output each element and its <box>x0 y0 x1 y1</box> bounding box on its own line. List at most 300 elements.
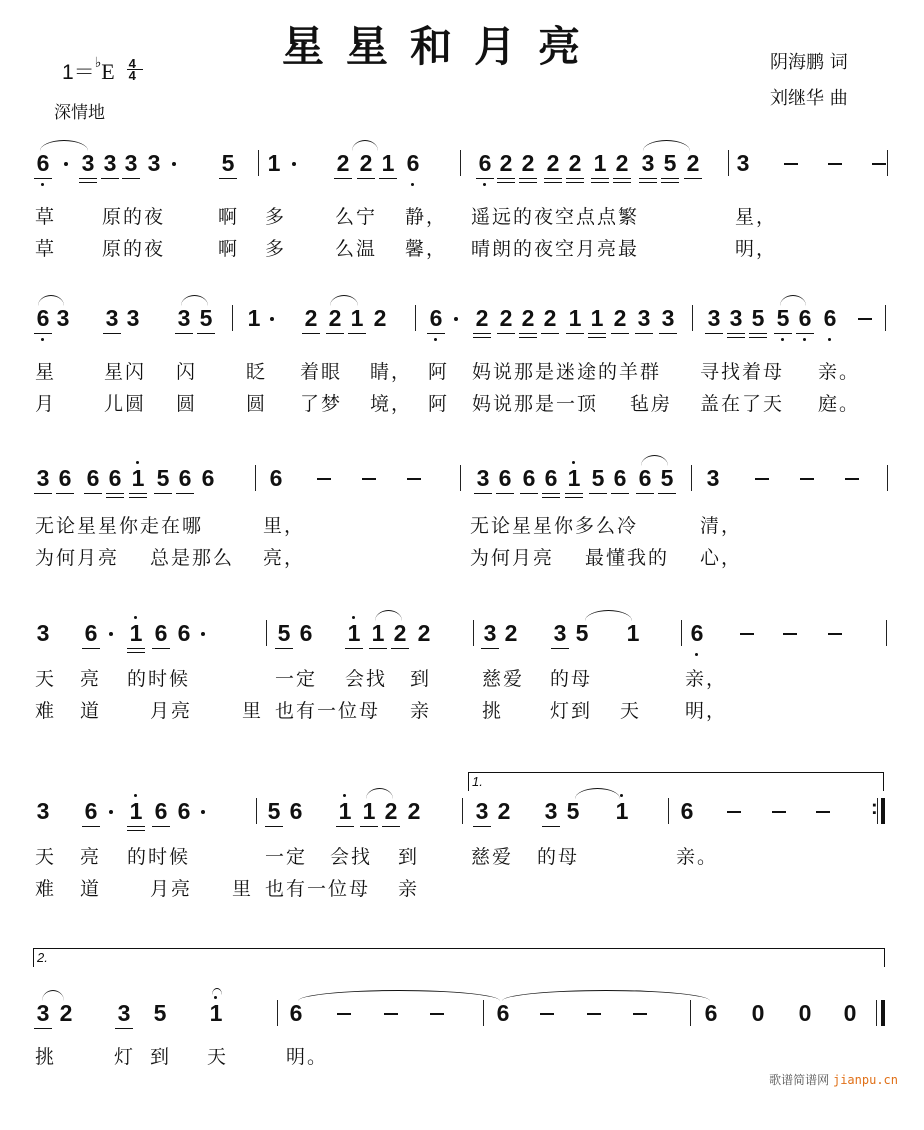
sustain-dash <box>727 811 741 813</box>
end-repeat-thick-bar <box>881 798 885 824</box>
eighth-underline <box>591 178 609 179</box>
augmentation-dot <box>454 317 458 321</box>
bar-line <box>690 1000 691 1026</box>
eighth-underline <box>79 178 97 179</box>
eighth-underline <box>519 178 537 179</box>
eighth-underline <box>101 178 119 179</box>
bar-line <box>887 150 888 176</box>
note: 3 <box>736 150 750 176</box>
lyric-verse-1: 会找 <box>345 668 388 690</box>
note: 5 <box>575 620 589 646</box>
note: 6 <box>86 465 100 491</box>
note: 3 <box>475 798 489 824</box>
note: 6 <box>823 305 837 331</box>
note: 3 <box>177 305 191 331</box>
eighth-underline <box>265 826 283 827</box>
lyric-verse-1: 天 <box>35 846 57 868</box>
watermark <box>769 1071 898 1088</box>
end-repeat-dots: : <box>871 797 878 819</box>
tempo-marking: 深情地 <box>54 103 105 123</box>
bar-line <box>691 465 692 491</box>
eighth-underline <box>774 333 792 334</box>
lyric-verse-1: 遥远的夜空点点繁 <box>471 206 640 228</box>
eighth-underline <box>727 333 745 334</box>
lyric-verse-1: 灯 <box>114 1046 136 1068</box>
eighth-underline <box>796 333 814 334</box>
note: 3 <box>641 150 655 176</box>
low-octave-dot <box>803 338 806 341</box>
lyric-verse-1: 亲。 <box>676 846 719 868</box>
note: 1 <box>590 305 604 331</box>
lyric-verse-1: 亮 <box>80 668 102 690</box>
lyric-verse-2: 难 <box>35 878 57 900</box>
note: 5 <box>267 798 281 824</box>
note: 3 <box>36 465 50 491</box>
bar-line <box>415 305 416 331</box>
low-octave-dot <box>781 338 784 341</box>
sustain-dash <box>740 633 754 635</box>
eighth-underline <box>219 178 237 179</box>
eighth-underline <box>84 493 102 494</box>
final-thin-bar <box>876 1000 877 1026</box>
note: 1 <box>347 620 361 646</box>
note: 2 <box>499 150 513 176</box>
lyric-verse-1: 慈爱 <box>482 668 525 690</box>
note: 3 <box>117 1000 131 1026</box>
note: 6 <box>269 465 283 491</box>
lyric-verse-2: 里 <box>242 700 264 722</box>
eighth-underline <box>541 333 559 334</box>
eighth-underline <box>152 826 170 827</box>
sustain-dash <box>828 163 842 165</box>
note: 3 <box>706 465 720 491</box>
slur-arc <box>366 788 393 799</box>
lyric-verse-2: 总是那么 <box>150 547 235 569</box>
eighth-underline <box>519 333 537 334</box>
lyric-verse-1: 星， <box>735 206 778 228</box>
sixteenth-underline <box>565 497 583 498</box>
lyric-verse-2: 庭。 <box>818 393 861 415</box>
lyric-verse-1: 闪 <box>176 361 198 383</box>
note: 2 <box>615 150 629 176</box>
eighth-underline <box>122 178 140 179</box>
eighth-underline <box>391 648 409 649</box>
note: 3 <box>126 305 140 331</box>
lyric-verse-1: 原的夜 <box>102 206 166 228</box>
note: 5 <box>776 305 790 331</box>
sixteenth-underline <box>544 182 562 183</box>
sixteenth-underline <box>613 182 631 183</box>
note: 3 <box>729 305 743 331</box>
eighth-underline <box>658 493 676 494</box>
note: 2 <box>384 798 398 824</box>
eighth-underline <box>382 826 400 827</box>
lyric-verse-2: 月亮 <box>150 878 193 900</box>
watermark-site-name: 歌谱简谱网 <box>769 1073 830 1087</box>
lyric-verse-1: 阿 <box>428 361 450 383</box>
augmentation-dot <box>270 317 274 321</box>
note: 2 <box>417 620 431 646</box>
lyric-verse-2: 道 <box>80 700 102 722</box>
eighth-underline <box>369 648 387 649</box>
sixteenth-underline <box>749 337 767 338</box>
score-system <box>0 950 924 1130</box>
note: 1 <box>615 798 629 824</box>
note: 6 <box>108 465 122 491</box>
eighth-underline <box>613 178 631 179</box>
high-octave-dot <box>572 461 575 464</box>
note: 6 <box>544 465 558 491</box>
lyric-verse-1: 到 <box>398 846 420 868</box>
note: 1 <box>362 798 376 824</box>
end-repeat-thin-bar <box>877 798 878 824</box>
key-prefix: 1＝ <box>62 61 95 84</box>
note: 6 <box>299 620 313 646</box>
eighth-underline <box>566 178 584 179</box>
eighth-underline <box>589 493 607 494</box>
low-octave-dot <box>411 183 414 186</box>
note: 6 <box>36 150 50 176</box>
eighth-underline <box>348 333 366 334</box>
score-system <box>0 305 924 435</box>
note: 2 <box>546 150 560 176</box>
note: 2 <box>543 305 557 331</box>
lyric-verse-1: 里， <box>263 515 306 537</box>
lyric-verse-1: 寻找着母 <box>700 361 785 383</box>
eighth-underline <box>152 648 170 649</box>
note: 2 <box>686 150 700 176</box>
note: 6 <box>798 305 812 331</box>
slur-arc <box>585 610 632 621</box>
lyric-verse-1: 无论星星你多么冷 <box>470 515 639 537</box>
eighth-underline <box>345 648 363 649</box>
note: 2 <box>475 305 489 331</box>
lyric-verse-2: 盖在了天 <box>700 393 785 415</box>
eighth-underline <box>565 493 583 494</box>
low-octave-dot <box>41 338 44 341</box>
sixteenth-underline <box>79 182 97 183</box>
sustain-dash <box>783 633 797 635</box>
lyric-verse-1: 啊 <box>218 206 240 228</box>
note: 6 <box>58 465 72 491</box>
eighth-underline <box>360 826 378 827</box>
lyric-verse-2: 月 <box>35 393 57 415</box>
note: 6 <box>154 798 168 824</box>
note: 0 <box>843 1000 857 1026</box>
eighth-underline <box>497 333 515 334</box>
lyric-verse-1: 到 <box>410 668 432 690</box>
bar-line <box>460 150 461 176</box>
lyric-verse-1: 无论星星你走在哪 <box>35 515 204 537</box>
lyric-verse-2: 道 <box>80 878 102 900</box>
lyric-verse-1: 眨 <box>246 361 268 383</box>
sustain-dash <box>784 163 798 165</box>
lyric-verse-2: 啊 <box>218 238 240 260</box>
time-denominator: 4 <box>128 68 136 84</box>
lyric-verse-1: 的母 <box>550 668 593 690</box>
note: 3 <box>124 150 138 176</box>
eighth-underline <box>639 178 657 179</box>
lyric-verse-2: 馨， <box>405 238 448 260</box>
eighth-underline <box>34 493 52 494</box>
sixteenth-underline <box>497 182 515 183</box>
sustain-dash <box>430 1013 444 1015</box>
note: 2 <box>521 305 535 331</box>
volta-bracket <box>468 772 884 791</box>
slur-arc <box>330 295 358 306</box>
eighth-underline <box>661 178 679 179</box>
eighth-underline <box>275 648 293 649</box>
note: 2 <box>504 620 518 646</box>
lyric-verse-1: 么宁 <box>335 206 378 228</box>
note: 3 <box>637 305 651 331</box>
eighth-underline <box>566 333 584 334</box>
low-octave-dot <box>434 338 437 341</box>
eighth-underline <box>56 493 74 494</box>
lyric-verse-2: 亲 <box>410 700 432 722</box>
sustain-dash <box>317 478 331 480</box>
fermata-icon <box>212 988 222 995</box>
sustain-dash <box>800 478 814 480</box>
lyric-verse-1: 睛， <box>370 361 413 383</box>
sustain-dash <box>828 633 842 635</box>
sustain-dash <box>858 318 872 320</box>
eighth-underline <box>197 333 215 334</box>
high-octave-dot <box>352 616 355 619</box>
note: 2 <box>568 150 582 176</box>
note: 6 <box>496 1000 510 1026</box>
note: 2 <box>613 305 627 331</box>
volta-bracket <box>33 948 885 967</box>
note: 2 <box>359 150 373 176</box>
note: 1 <box>131 465 145 491</box>
score-system <box>0 774 924 928</box>
final-thick-bar <box>881 1000 885 1026</box>
note: 1 <box>129 798 143 824</box>
lyric-verse-2: 灯到 <box>550 700 593 722</box>
lyric-verse-1: 亲， <box>685 668 728 690</box>
lyric-verse-2: 圆 <box>176 393 198 415</box>
score-system <box>0 150 924 280</box>
note: 1 <box>371 620 385 646</box>
note: 3 <box>707 305 721 331</box>
lyric-verse-2: 境， <box>370 393 413 415</box>
score-system <box>0 465 924 595</box>
eighth-underline <box>357 178 375 179</box>
note: 3 <box>553 620 567 646</box>
lyric-verse-2: 阿 <box>428 393 450 415</box>
note: 1 <box>568 305 582 331</box>
note: 1 <box>129 620 143 646</box>
lyric-verse-1: 静， <box>405 206 448 228</box>
lyric-verse-2: 么温 <box>335 238 378 260</box>
note: 2 <box>336 150 350 176</box>
lyric-verse-2: 也有一位母 <box>265 878 371 900</box>
lyric-verse-1: 亲。 <box>818 361 861 383</box>
eighth-underline <box>82 648 100 649</box>
eighth-underline <box>542 493 560 494</box>
bar-line <box>886 620 887 646</box>
lyric-verse-1: 一定 <box>275 668 318 690</box>
augmentation-dot <box>201 632 205 636</box>
lyric-verse-2: 心， <box>700 547 743 569</box>
watermark-domain: jianpu.cn <box>832 1073 898 1087</box>
note: 5 <box>156 465 170 491</box>
lyric-verse-2: 难 <box>35 700 57 722</box>
lyric-verse-1: 明。 <box>286 1046 329 1068</box>
eighth-underline <box>705 333 723 334</box>
eighth-underline <box>103 333 121 334</box>
eighth-underline <box>34 333 52 334</box>
note: 2 <box>373 305 387 331</box>
slur-arc <box>38 295 64 306</box>
note: 6 <box>201 465 215 491</box>
eighth-underline <box>542 826 560 827</box>
score-system <box>0 620 924 750</box>
note: 6 <box>638 465 652 491</box>
note: 1 <box>338 798 352 824</box>
song-title: 星星和月亮 <box>282 22 603 71</box>
eighth-underline <box>611 493 629 494</box>
eighth-underline <box>474 493 492 494</box>
lyric-verse-2: 圆 <box>246 393 268 415</box>
note: 2 <box>499 305 513 331</box>
sixteenth-underline <box>661 182 679 183</box>
eighth-underline <box>336 826 354 827</box>
eighth-underline <box>129 493 147 494</box>
volta-number: 2. <box>37 950 48 965</box>
note: 1 <box>209 1000 223 1026</box>
eighth-underline <box>154 493 172 494</box>
sixteenth-underline <box>639 182 657 183</box>
sixteenth-underline <box>591 182 609 183</box>
lyric-verse-1: 的时候 <box>127 846 191 868</box>
lyric-verse-1: 妈说那是迷途的羊群 <box>472 361 662 383</box>
lyric-verse-2: 天 <box>620 700 642 722</box>
note: 6 <box>84 620 98 646</box>
slur-arc <box>181 295 208 306</box>
eighth-underline <box>379 178 397 179</box>
note: 2 <box>521 150 535 176</box>
eighth-underline <box>82 826 100 827</box>
eighth-underline <box>34 178 52 179</box>
note: 6 <box>406 150 420 176</box>
sustain-dash <box>772 811 786 813</box>
note: 3 <box>36 798 50 824</box>
lyric-verse-1: 到 <box>150 1046 172 1068</box>
eighth-underline <box>106 493 124 494</box>
flat-sign-icon: ♭ <box>94 54 102 70</box>
sustain-dash <box>540 1013 554 1015</box>
note: 6 <box>177 798 191 824</box>
high-octave-dot <box>343 794 346 797</box>
high-octave-dot <box>134 794 137 797</box>
note: 0 <box>798 1000 812 1026</box>
lyric-verse-2: 毡房 <box>630 393 673 415</box>
time-numerator: 4 <box>128 56 136 72</box>
sixteenth-underline <box>129 497 147 498</box>
high-octave-dot <box>136 461 139 464</box>
volta-number: 1. <box>472 774 483 789</box>
note: 2 <box>304 305 318 331</box>
note: 6 <box>154 620 168 646</box>
slur-arc <box>641 455 668 466</box>
lyric-verse-1: 清， <box>700 515 743 537</box>
bar-line <box>887 465 888 491</box>
slur-arc <box>375 610 402 621</box>
slur-arc <box>352 140 378 151</box>
note: 6 <box>36 305 50 331</box>
note: 3 <box>661 305 675 331</box>
eighth-underline <box>481 648 499 649</box>
bar-line <box>483 1000 484 1026</box>
bar-line <box>258 150 259 176</box>
slur-arc <box>502 990 710 1001</box>
eighth-underline <box>636 493 654 494</box>
lyric-verse-2: 晴朗的夜空月亮最 <box>471 238 640 260</box>
lyric-verse-2: 里 <box>232 878 254 900</box>
eighth-underline <box>749 333 767 334</box>
eighth-underline <box>473 333 491 334</box>
sustain-dash <box>755 478 769 480</box>
sustain-dash <box>633 1013 647 1015</box>
note: 2 <box>497 798 511 824</box>
time-signature <box>127 57 143 83</box>
lyric-verse-2: 多 <box>265 238 287 260</box>
eighth-underline <box>175 333 193 334</box>
note: 5 <box>660 465 674 491</box>
note: 3 <box>56 305 70 331</box>
slur-arc <box>780 295 806 306</box>
note: 5 <box>663 150 677 176</box>
note: 3 <box>36 1000 50 1026</box>
note: 3 <box>147 150 161 176</box>
lyric-verse-1: 着眼 <box>300 361 343 383</box>
sustain-dash <box>845 478 859 480</box>
key-letter: E <box>101 59 115 84</box>
sustain-dash <box>407 478 421 480</box>
sixteenth-underline <box>566 182 584 183</box>
eighth-underline <box>334 178 352 179</box>
note: 6 <box>178 465 192 491</box>
slur-arc <box>40 140 88 151</box>
note: 6 <box>522 465 536 491</box>
sixteenth-underline <box>519 182 537 183</box>
lyric-verse-2: 明， <box>735 238 778 260</box>
note: 6 <box>289 1000 303 1026</box>
note: 6 <box>84 798 98 824</box>
bar-line <box>681 620 682 646</box>
lyric-verse-2: 明， <box>685 700 728 722</box>
lyric-verse-2: 妈说那是一顶 <box>472 393 599 415</box>
sixteenth-underline <box>542 497 560 498</box>
note: 6 <box>704 1000 718 1026</box>
note: 6 <box>690 620 704 646</box>
slur-arc <box>643 140 690 151</box>
bar-line <box>256 798 257 824</box>
note: 5 <box>221 150 235 176</box>
lyricist-credit: 阴海鹏 词 <box>770 52 848 73</box>
note: 2 <box>393 620 407 646</box>
lyric-verse-2: 草 <box>35 238 57 260</box>
note: 6 <box>177 620 191 646</box>
bar-line <box>460 465 461 491</box>
lyric-verse-2: 亮， <box>263 547 306 569</box>
note: 1 <box>381 150 395 176</box>
lyric-verse-2: 也有一位母 <box>275 700 381 722</box>
lyric-verse-2: 挑 <box>482 700 504 722</box>
bar-line <box>462 798 463 824</box>
